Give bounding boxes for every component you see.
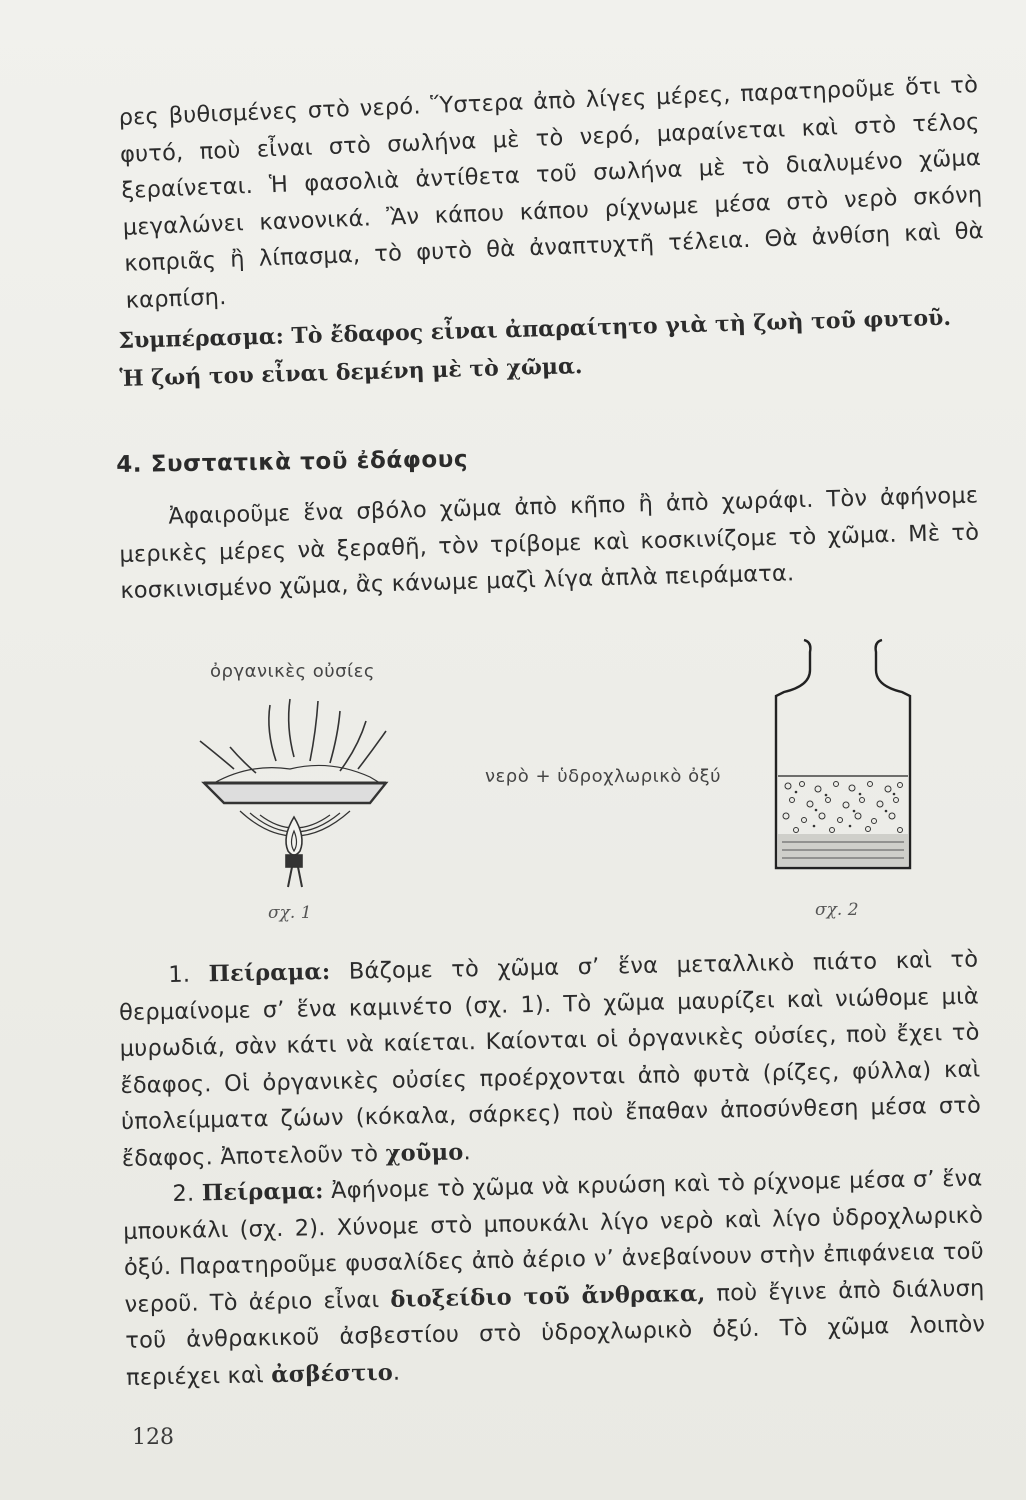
section-title: Συστατικὰ τοῦ ἐδάφους — [150, 446, 469, 478]
experiment-1-emphasis: χοῦμο — [385, 1138, 464, 1167]
section-heading — [116, 446, 468, 478]
intro-paragraph — [118, 67, 986, 319]
page-number: 128 — [132, 1425, 174, 1450]
experiment-1 — [118, 941, 982, 1176]
experiment-2-emphasis: διοξείδιο τοῦ ἄνθρακα, — [390, 1280, 706, 1313]
figure-2 — [485, 630, 925, 930]
section-intro-text: Ἀφαιροῦμε ἕνα σβόλο χῶμα ἀπὸ κῆπο ἢ ἀπὸ χωράφι. Τὸν ἀφήνομε μερικὲς μέρες νὰ ξεραθῆ, τὸν τρίβομε καὶ κοσκινίζομε τὸ χῶμα. Μὲ τὸ κοσκινισμένο χῶμα, ἂς κάνωμε μαζὶ λίγα ἁπλὰ πειράματα. — [119, 482, 980, 604]
conclusion-paragraph: Συμπέρασμα: Τὸ ἔδαφος εἶναι ἀπαραίτητο γιὰ τὴ ζωὴ τοῦ φυτοῦ. Ἡ ζωή του εἶναι δεμένη μὲ τὸ χῶμα. — [118, 304, 952, 392]
figure-1-label: ὀργανικὲς οὐσίες — [210, 661, 375, 682]
experiment-2-text: Ἀφήνομε τὸ χῶμα νὰ κρυώση καὶ τὸ ρίχνομε μέσα σ’ ἕνα μπουκάλι (σχ. 2). Χύνομε στὸ μπουκάλι λίγο νερὸ καὶ λίγο ὑδροχλωρικὸ ὀξύ. Παρατηροῦμε φυσαλίδες ἀπὸ ἀέριο ν’ ἀνεβαίνουν στὴν ἐπιφάνεια τοῦ νεροῦ. Τὸ ἀέριο εἶναι — [123, 1165, 985, 1318]
section-number: 4. — [116, 451, 143, 478]
figure-2-label: νερὸ + ὑδροχλωρικὸ ὀξύ — [485, 766, 722, 787]
experiment-2 — [122, 1160, 986, 1395]
figure-2-caption: σχ. 2 — [815, 900, 859, 920]
experiment-2-emphasis-2: ἀσβέστιο — [270, 1359, 394, 1388]
section-intro-paragraph — [118, 477, 981, 609]
bottle-drawing — [770, 634, 920, 884]
experiment-1-title: Πείραμα: — [208, 958, 331, 988]
experiment-1-end: . — [463, 1138, 472, 1165]
figure-1 — [190, 655, 430, 935]
experiment-2-marker: 2. — [172, 1180, 195, 1207]
burner-dish-drawing — [190, 691, 430, 921]
figure-1-caption: σχ. 1 — [268, 903, 312, 923]
experiment-1-marker: 1. — [168, 961, 191, 989]
intro-paragraph-text: ρες βυθισμένες στὸ νερό. Ὕστερα ἀπὸ λίγες μέρες, παρατηροῦμε ὅτι τὸ φυτό, ποὺ εἶναι στὸ σωλήνα μὲ τὸ νερό, μαραίνεται καὶ στὸ τέλος ξεραίνεται. Ἡ φασολιὰ ἀντίθετα τοῦ σωλήνα μὲ τὸ διαλυμένο χῶμα μεγαλώνει κανονικά. Ἂν κάπου κάπου ρίχνωμε μέσα στὸ νερὸ σκόνη κοπριᾶς ἢ λίπασμα, τὸ φυτὸ θὰ ἀναπτυχτῆ τέλεια. Θὰ ἀνθίση καὶ θὰ καρπίση. — [118, 71, 985, 314]
experiment-2-title: Πείραμα: — [201, 1178, 324, 1207]
experiment-2-text-mid: ποὺ ἔγινε ἀπὸ διάλυση τοῦ ἀνθρακικοῦ ἀσβεστίου στὸ ὑδροχλωρικὸ ὀξύ. Τὸ χῶμα λοιπὸν περιέχει καὶ — [125, 1274, 986, 1391]
experiment-1-text: Βάζομε τὸ χῶμα σ’ ἕνα μεταλλικὸ πιάτο καὶ τὸ θερμαίνομε σ’ ἕνα καμινέτο (σχ. 1). Τὸ χῶμα μαυρίζει καὶ νιώθομε μιὰ μυρωδιά, σὰν κάτι νὰ καίεται. Καίονται οἱ ὀργανικὲς οὐσίες, ποὺ ἔχει τὸ ἔδαφος. Οἱ ὀργανικὲς οὐσίες προέρχονται ἀπὸ φυτὰ (ρίζες, φύλλα) καὶ ὑπολείμματα ζώων (κόκαλα, σάρκες) ποὺ ἔπαθαν ἀποσύνθεση μέσα στὸ ἔδαφος. Ἀποτελοῦν τὸ — [118, 946, 982, 1172]
experiments-section — [118, 941, 986, 1395]
experiment-2-end: . — [392, 1359, 401, 1386]
